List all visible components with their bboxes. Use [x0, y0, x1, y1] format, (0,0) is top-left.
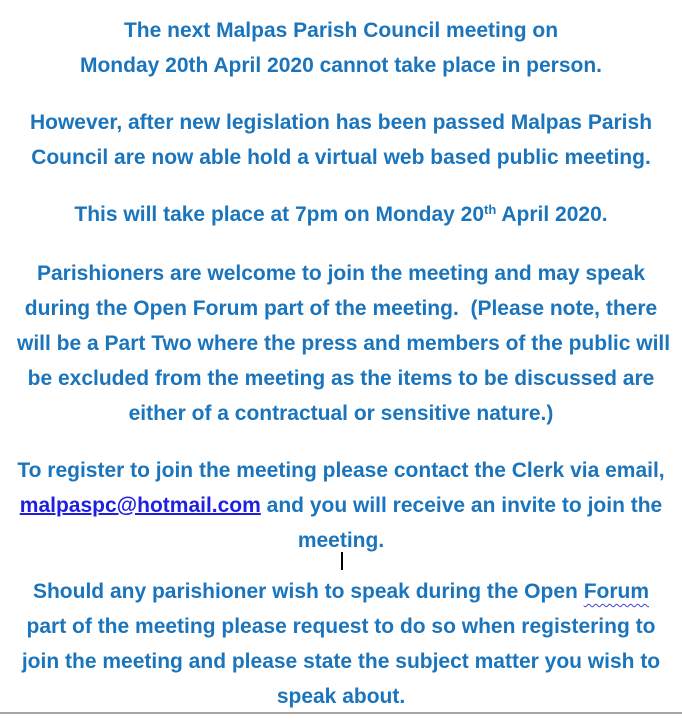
paragraph-register-email	[17, 453, 665, 558]
empty-paragraph[interactable]	[17, 558, 665, 574]
text-line	[17, 197, 665, 234]
text-line	[17, 574, 665, 609]
text-line	[17, 609, 665, 644]
text-run: However, after new legislation has been passed Malpas Parish	[29, 111, 653, 134]
text-line	[17, 396, 665, 431]
paragraph-open-forum-request	[17, 574, 665, 714]
email-link[interactable]: malpaspc@hotmail.com	[19, 494, 261, 517]
bottom-divider	[0, 712, 682, 714]
text-run: during the Open Forum part of the meeting. (Please note, there	[24, 297, 658, 320]
text-run: part of the meeting please request to do so when registering to	[26, 615, 656, 638]
paragraph-new-legislation	[17, 105, 665, 175]
text-line	[17, 679, 665, 714]
text-line	[17, 644, 665, 679]
text-run: join the meeting and please state the subject matter you wish to	[21, 650, 661, 673]
paragraph-meeting-time	[17, 197, 665, 234]
text-line	[17, 140, 665, 175]
text-run: April 2020.	[496, 203, 608, 226]
text-run: Council are now able hold a virtual web based public meeting.	[31, 146, 651, 169]
text-run: Monday 20th April 2020 cannot take place in person.	[79, 54, 603, 77]
text-run: The next Malpas Parish Council meeting on	[123, 19, 559, 42]
text-run: Should any parishioner wish to speak during the Open	[32, 580, 584, 603]
text-line	[17, 48, 665, 83]
text-line	[17, 453, 665, 488]
text-line	[17, 291, 665, 326]
text-run: Parishioners are welcome to join the meeting and may speak	[36, 262, 646, 285]
text-line	[17, 256, 665, 291]
text-cursor	[341, 552, 343, 570]
text-run: will be a Part Two where the press and members of the public will	[17, 332, 671, 355]
paragraph-parishioners-welcome	[17, 256, 671, 431]
text-run: This will take place at 7pm on Monday 20	[74, 203, 485, 226]
text-line	[17, 326, 671, 361]
text-run: speak about.	[276, 685, 406, 708]
superscript-th: th	[484, 202, 497, 217]
text-run: meeting.	[297, 529, 385, 552]
text-run: and you will receive an invite to join the	[260, 494, 663, 517]
paragraph-next-meeting	[17, 13, 665, 83]
text-run: To register to join the meeting please contact the Clerk via email,	[17, 459, 665, 482]
text-line	[17, 361, 665, 396]
text-line	[17, 105, 665, 140]
document-page	[17, 0, 671, 714]
text-run: either of a contractual or sensitive nature.)	[128, 402, 554, 425]
text-run: be excluded from the meeting as the items to be discussed are	[27, 367, 655, 390]
spellcheck-underlined-word: Forum	[583, 580, 650, 603]
text-line	[17, 13, 665, 48]
text-line	[17, 488, 665, 523]
